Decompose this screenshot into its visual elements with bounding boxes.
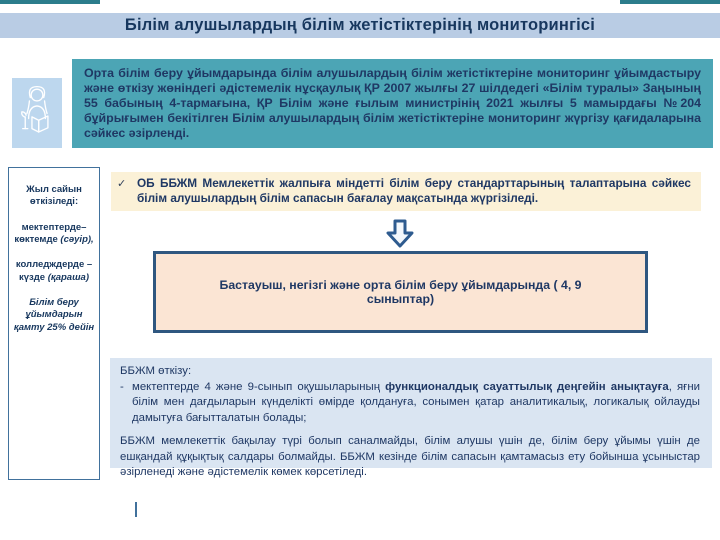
intro-text: Орта білім беру ұйымдарында білім алушылардың білім жетістіктеріне мониторинг ұйымдастыру және өткізу жөніндегі әдістемелік нұсқаулық ҚР 2007 жылғы 27 шілдедегі «Білім туралы» Заңының 55 бабының 4-тармағына, ҚР Білім және ғылым министрінің 2021 жылғы 5 мамырдағы №204 бұйрығымен бекітілген Білім алушылардың білім жетістіктеріне мониторинг жүргізу қағидаларына сәйкес әзірленді.	[84, 66, 701, 140]
details-panel	[110, 358, 712, 478]
page-title: Білім алушылардың білім жетістіктерінің мониторингісі	[124, 16, 596, 34]
schedule-sidebar	[8, 167, 100, 480]
checkmark-icon: ✓	[117, 178, 127, 190]
details-bullet-text: мектептерде 4 және 9-сынып оқушыларының функционалдық сауаттылық деңгейін анықтауға, яғни білім мен дағдыларын күнделікті өмірде қолдануға, сонымен қатар аналитикалық, логикалық ойлауды дамытуға бағытталатын болады;	[132, 380, 700, 424]
teacher-icon-tile	[12, 78, 62, 148]
footer-accent-line	[135, 502, 137, 517]
target-levels-box	[153, 251, 648, 333]
sidebar-coverage-note: Білім беру ұйымдарын қамту 25% дейін	[13, 297, 95, 333]
top-right-accent-strip	[620, 0, 720, 4]
intro-text-box	[72, 59, 713, 148]
details-bullet	[120, 380, 700, 427]
bullet-marker: -	[120, 380, 124, 393]
sidebar-heading: Жыл сайын өткізіледі:	[26, 184, 82, 208]
standards-note-box	[111, 172, 701, 211]
top-left-accent-strip	[0, 0, 100, 4]
details-paragraph: ББЖМ мемлекеттік бақылау түрі болып саналмайды, білім алушы үшін де, білім беру ұйымы үшін де ешқандай құқықтық салдары болмайды. ББЖМ кезінде білім сапасын қамтамасыз ету бойынша ұсыныстар әзірленеді және әдістемелік көмек көрсетіледі.	[120, 435, 700, 478]
sidebar-item-colleges: колледждерде – күзде (қараша)	[15, 259, 93, 283]
details-heading: ББЖМ өткізу:	[120, 365, 192, 377]
down-arrow-icon	[385, 219, 415, 249]
teacher-reading-icon	[16, 81, 58, 146]
target-levels-text: Бастауыш, негізгі және орта білім беру ұйымдарында ( 4, 9 сыныптар)	[219, 278, 582, 306]
standards-note-text: ОБ ББЖМ Мемлекеттік жалпыға міндетті білім беру стандарттарының талаптарына сәйкес білім алушылардың білім сапасын бағалау мақсатында жүргізіледі.	[137, 176, 691, 205]
sidebar-item-schools: мектептерде– көктемде (сәуір),	[14, 221, 94, 246]
title-band	[0, 13, 720, 38]
